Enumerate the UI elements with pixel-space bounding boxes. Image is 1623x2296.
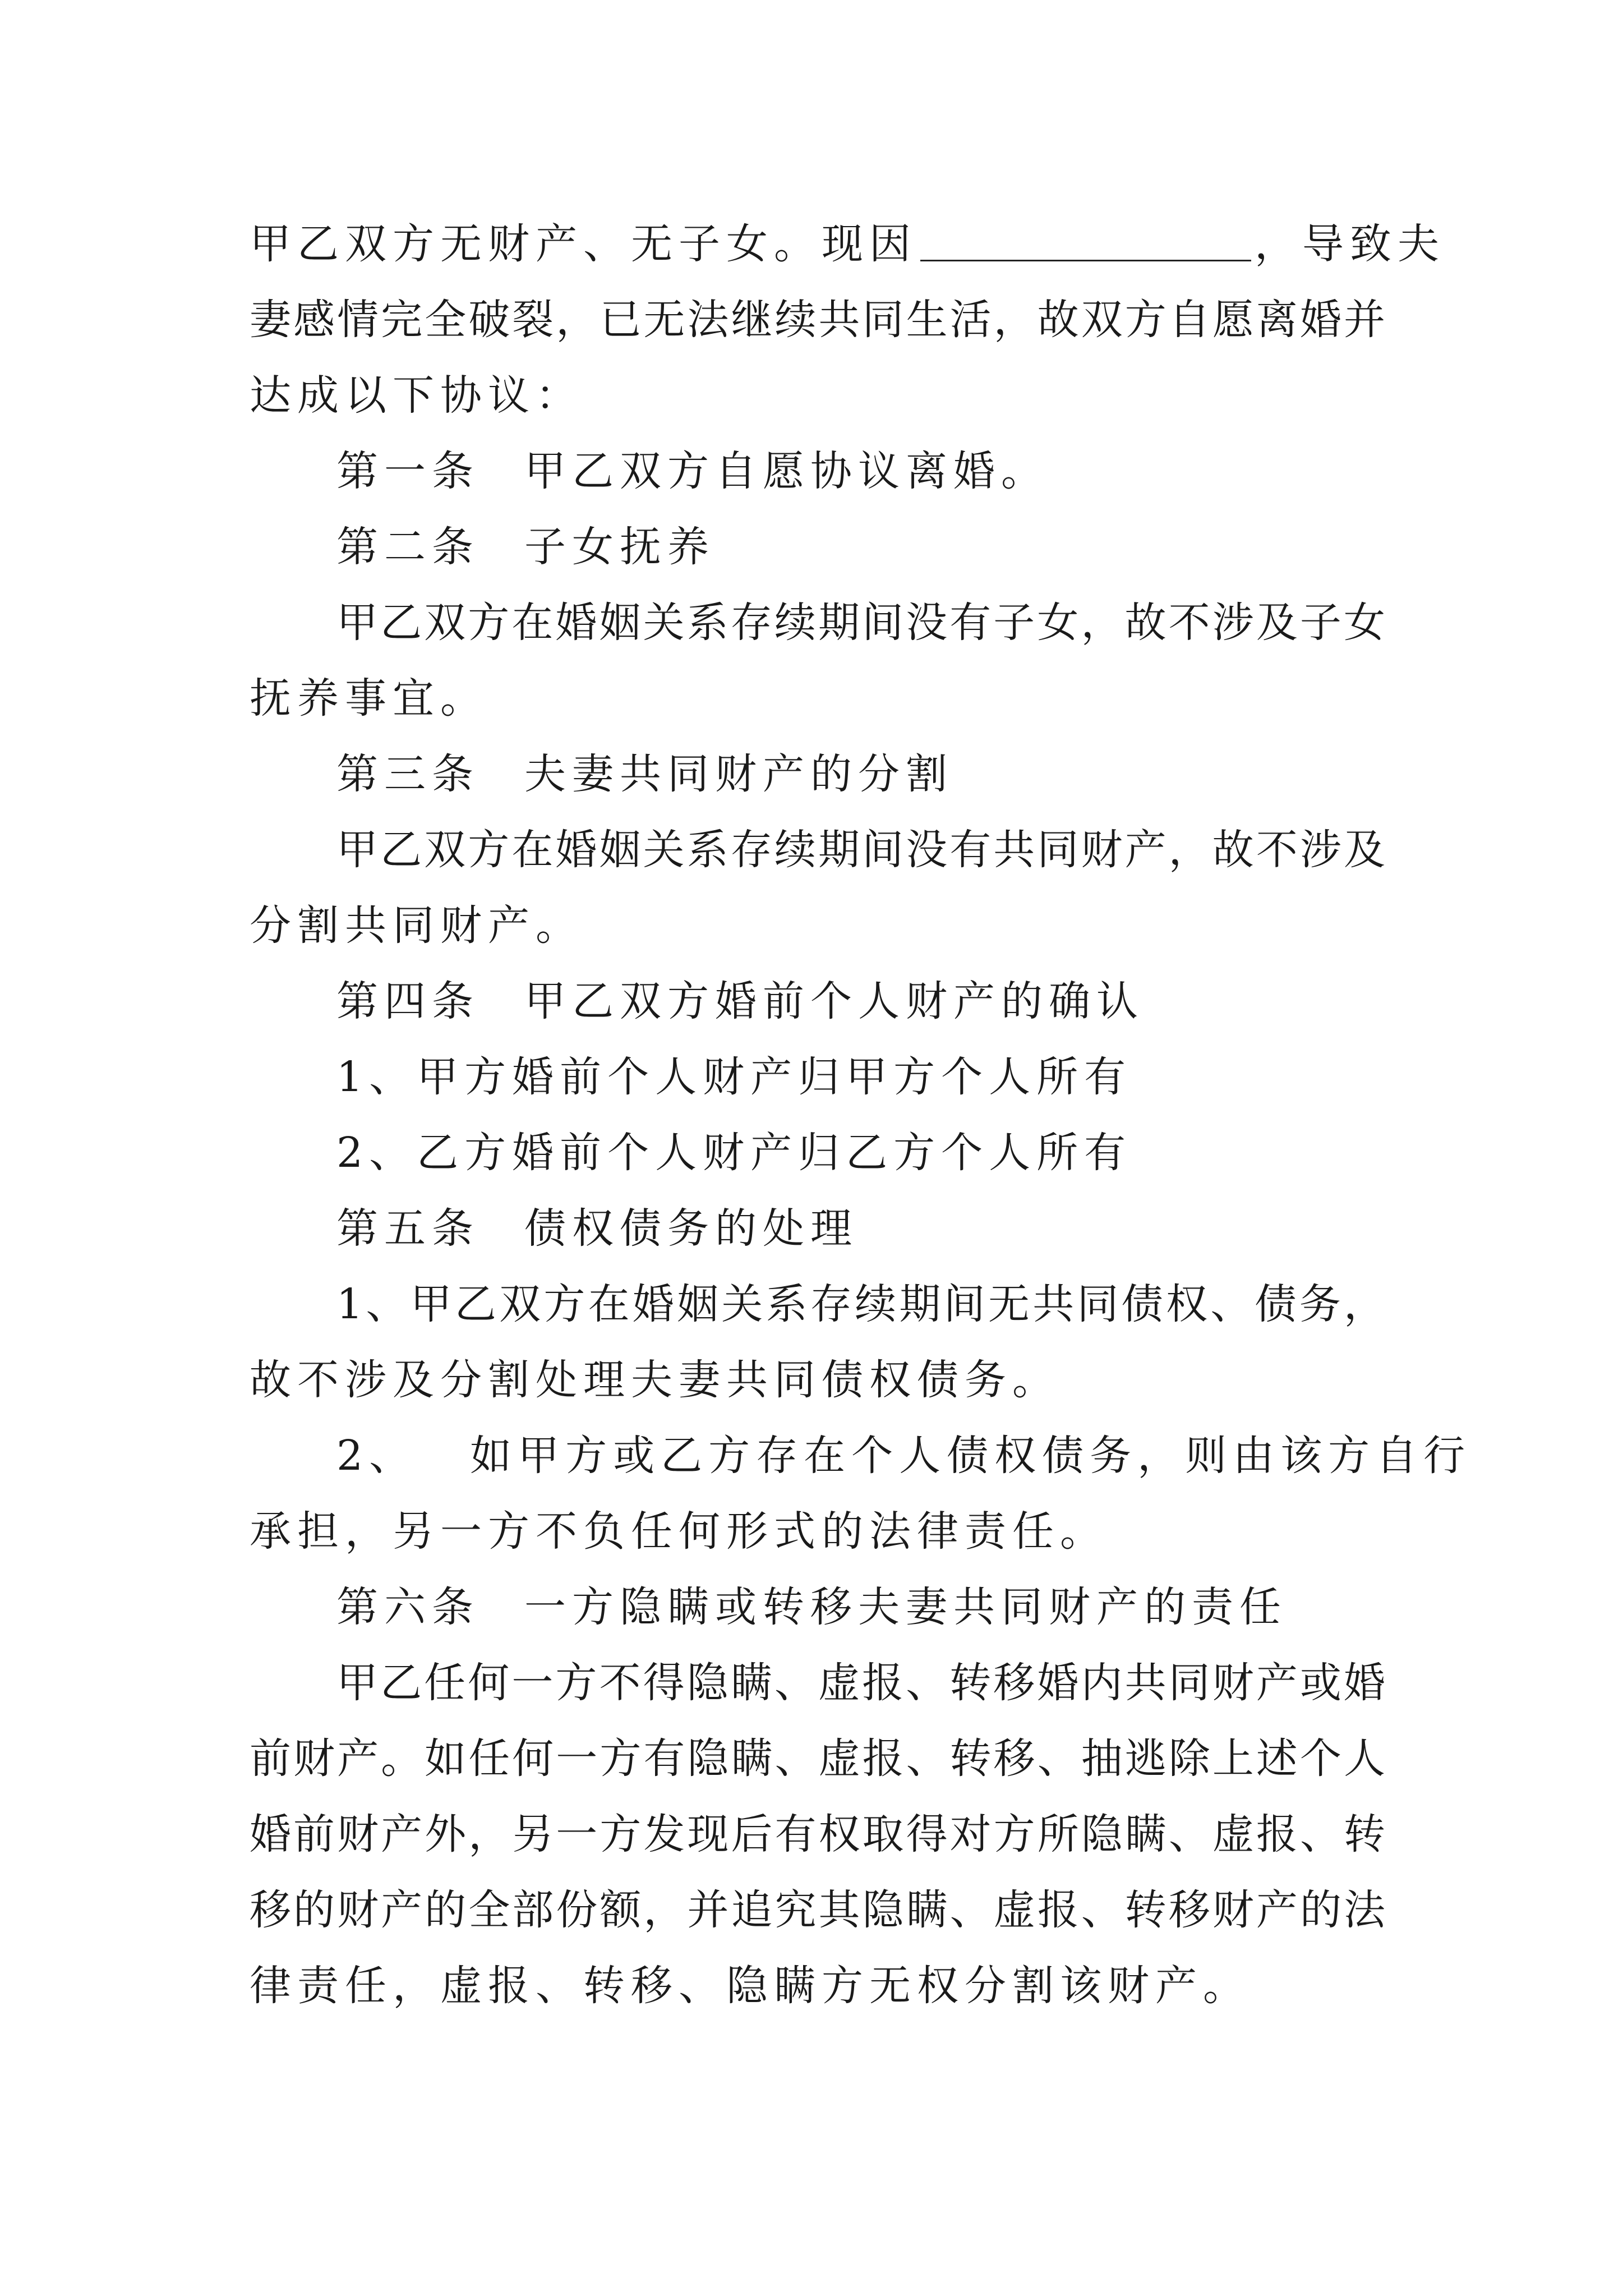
article-5-label: 第五条 (336, 1204, 479, 1253)
article-2-label: 第二条 (336, 523, 479, 571)
opening-line-3: 达成以下协议： (250, 371, 583, 420)
article-5-item-2-line-2: 承担，另一方不负任何形式的法律责任。 (250, 1507, 1108, 1556)
article-1-title: 甲乙双方自愿协议离婚。 (524, 447, 1049, 495)
article-4-item-2: 2、乙方婚前个人财产归乙方个人所有 (336, 1129, 1132, 1177)
article-5-item-1-line-2: 故不涉及分割处理夫妻共同债权债务。 (250, 1356, 1060, 1404)
article-4-item-1: 1、甲方婚前个人财产归甲方个人所有 (336, 1053, 1132, 1101)
article-6-text-1: 甲乙任何一方不得隐瞒、虚报、转移婚内共同财产或婚 (336, 1659, 1385, 1707)
article-2-title: 子女抚养 (524, 523, 715, 571)
article-5-item-1-line-1: 1、甲乙双方在婚姻关系存续期间无共同债权、债务， (336, 1280, 1385, 1328)
article-4-title: 甲乙双方婚前个人财产的确认 (524, 977, 1144, 1025)
article-6-text-5: 律责任，虚报、转移、隐瞒方无权分割该财产。 (250, 1962, 1251, 2010)
article-4-label: 第四条 (336, 977, 479, 1025)
article-3-label: 第三条 (336, 750, 479, 798)
article-5-item-2-line-1 (336, 1432, 1472, 1480)
article-6-text-4: 移的财产的全部份额，并追究其隐瞒、虚报、转移财产的法 (250, 1886, 1385, 1934)
article-3-text-1: 甲乙双方在婚姻关系存续期间没有共同财产，故不涉及 (336, 826, 1385, 874)
article-5-title: 债权债务的处理 (524, 1204, 858, 1253)
article-6 (336, 1583, 1385, 1631)
reason-blank (920, 226, 1251, 261)
article-5-item-2-number: 2、 (336, 1432, 417, 1480)
opening-line-2: 妻感情完全破裂，已无法继续共同生活，故双方自愿离婚并 (250, 296, 1385, 344)
article-6-label: 第六条 (336, 1583, 479, 1631)
article-3 (336, 750, 1385, 798)
article-6-text-2: 前财产。如任何一方有隐瞒、虚报、转移、抽逃除上述个人 (250, 1734, 1385, 1783)
article-2 (336, 523, 1385, 571)
opening-text-tail: ，导致夫 (1255, 220, 1445, 268)
article-4 (336, 977, 1385, 1025)
article-5-item-2-text: 如甲方或乙方存在个人债权债务，则由该方自行 (470, 1432, 1472, 1480)
opening-line-1 (250, 220, 1445, 268)
article-5 (336, 1204, 1385, 1253)
article-3-text-2: 分割共同财产。 (250, 901, 583, 950)
article-6-title: 一方隐瞒或转移夫妻共同财产的责任 (524, 1583, 1287, 1631)
article-2-text-1: 甲乙双方在婚姻关系存续期间没有子女，故不涉及子女 (336, 599, 1385, 647)
article-2-text-2: 抚养事宜。 (250, 674, 488, 723)
article-3-title: 夫妻共同财产的分割 (524, 750, 953, 798)
opening-text: 甲乙双方无财产、无子女。现因 (250, 220, 917, 268)
article-1 (336, 447, 1385, 495)
article-6-text-3: 婚前财产外，另一方发现后有权取得对方所隐瞒、虚报、转 (250, 1810, 1385, 1858)
article-1-label: 第一条 (336, 447, 479, 495)
